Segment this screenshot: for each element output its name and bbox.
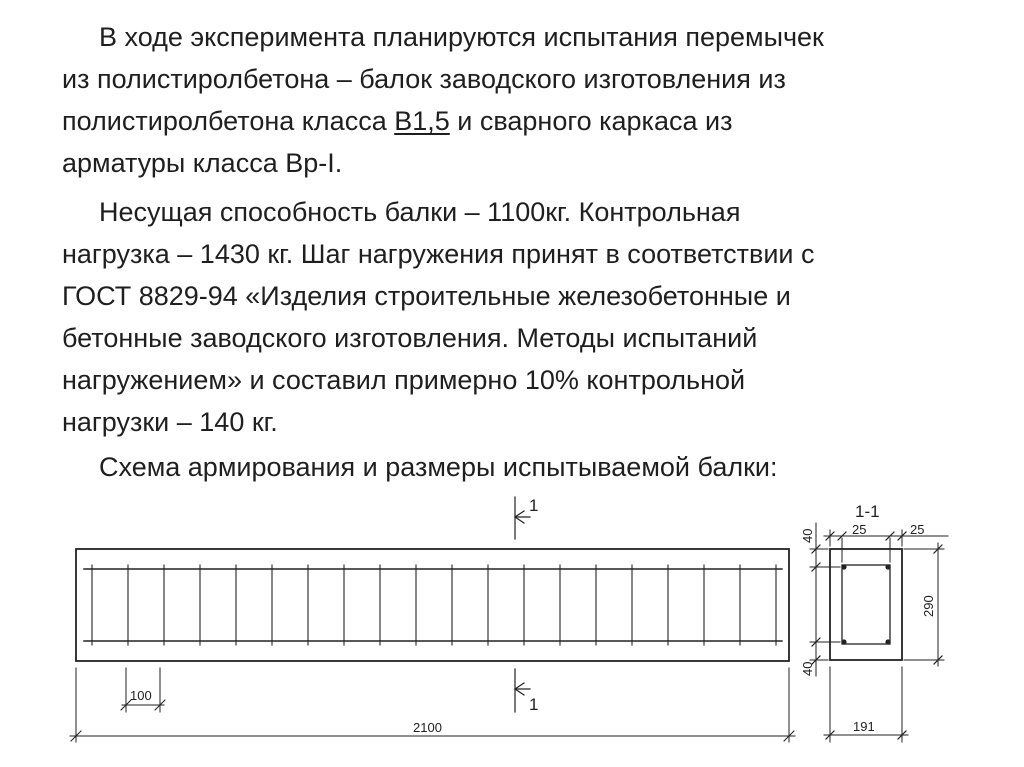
- dim-cover-top-label: 40: [800, 528, 815, 543]
- dim-step-label: 100: [130, 688, 152, 703]
- text-line: ГОСТ 8829-94 «Изделия строительные железобетонные и: [62, 281, 791, 311]
- text-line: В ходе эксперимента планируются испытания перемычек: [99, 22, 824, 52]
- text-line: арматуры класса Вр-I.: [62, 148, 343, 178]
- text-line: нагрузка – 1430 кг. Шаг нагружения принят в соответствии с: [62, 239, 815, 269]
- beam-elevation: [76, 549, 789, 661]
- cross-section-1-1: [810, 523, 948, 742]
- section-outline: [830, 549, 902, 660]
- text-segment: полистиролбетона класса: [62, 106, 395, 136]
- stirrup-group: [92, 565, 776, 645]
- section-mark-top: [515, 497, 530, 539]
- concrete-class-underlined: В1,5: [394, 106, 450, 136]
- section-mark-bottom-label: 1: [529, 695, 539, 714]
- text-line: бетонные заводского изготовления. Методы испытаний: [62, 323, 758, 353]
- dim-height-label: 290: [921, 595, 936, 617]
- text-line: нагружением» и составил примерно 10% контрольной: [62, 365, 746, 395]
- text-line: Несущая способность балки – 1100кг. Контрольная: [99, 197, 741, 227]
- text-line: нагрузки – 140 кг.: [62, 407, 278, 437]
- dim-width-label: 191: [853, 719, 875, 734]
- text-line: Схема армирования и размеры испытываемой балки:: [99, 452, 778, 482]
- text-segment: и сварного каркаса из: [449, 106, 733, 136]
- dim-length-label: 2100: [413, 720, 442, 735]
- text-line: из полистиролбетона – балок заводского изготовления из: [62, 64, 786, 94]
- dim-cover-left-label: 25: [852, 522, 867, 537]
- section-rebar-points: [841, 564, 890, 644]
- section-stirrup: [842, 565, 890, 644]
- section-mark-bottom: [515, 669, 530, 712]
- section-title-label: 1-1: [855, 502, 880, 521]
- beam-outline: [76, 549, 789, 661]
- section-mark-top-label: 1: [529, 496, 539, 515]
- dim-cover-bottom-label: 40: [800, 661, 815, 676]
- dim-cover-right-label: 25: [910, 522, 925, 537]
